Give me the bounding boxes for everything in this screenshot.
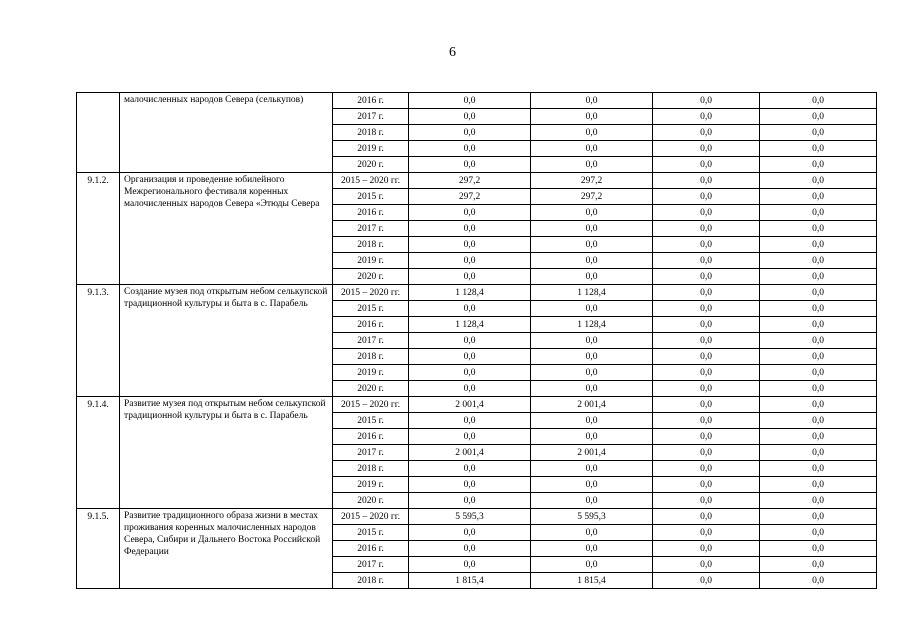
other-cell: 0,0 — [760, 301, 877, 317]
activity-name: малочисленных народов Севера (селькупов) — [120, 93, 333, 173]
other-cell: 0,0 — [760, 573, 877, 589]
period-cell: 2019 г. — [333, 141, 409, 157]
period-cell: 2015 – 2020 гг. — [333, 285, 409, 301]
budget-cell: 0,0 — [531, 429, 653, 445]
activity-number: 9.1.3. — [77, 285, 120, 397]
source-cell: 0,0 — [653, 349, 760, 365]
total-cell: 2 001,4 — [409, 445, 531, 461]
budget-cell: 0,0 — [531, 109, 653, 125]
source-cell: 0,0 — [653, 221, 760, 237]
period-cell: 2015 – 2020 гг. — [333, 509, 409, 525]
period-cell: 2020 г. — [333, 381, 409, 397]
total-cell: 0,0 — [409, 93, 531, 109]
total-cell: 0,0 — [409, 301, 531, 317]
source-cell: 0,0 — [653, 461, 760, 477]
total-cell: 0,0 — [409, 429, 531, 445]
source-cell: 0,0 — [653, 189, 760, 205]
table-row — [77, 509, 877, 525]
total-cell: 0,0 — [409, 349, 531, 365]
other-cell: 0,0 — [760, 269, 877, 285]
budget-cell: 297,2 — [531, 189, 653, 205]
period-cell: 2017 г. — [333, 109, 409, 125]
source-cell: 0,0 — [653, 493, 760, 509]
other-cell: 0,0 — [760, 365, 877, 381]
table-body — [77, 93, 877, 589]
period-cell: 2017 г. — [333, 333, 409, 349]
total-cell: 0,0 — [409, 541, 531, 557]
total-cell: 0,0 — [409, 381, 531, 397]
source-cell: 0,0 — [653, 269, 760, 285]
source-cell: 0,0 — [653, 253, 760, 269]
source-cell: 0,0 — [653, 477, 760, 493]
period-cell: 2016 г. — [333, 93, 409, 109]
source-cell: 0,0 — [653, 285, 760, 301]
source-cell: 0,0 — [653, 429, 760, 445]
period-cell: 2020 г. — [333, 493, 409, 509]
total-cell: 0,0 — [409, 221, 531, 237]
total-cell: 0,0 — [409, 493, 531, 509]
source-cell: 0,0 — [653, 525, 760, 541]
period-cell: 2019 г. — [333, 253, 409, 269]
source-cell: 0,0 — [653, 93, 760, 109]
budget-cell: 0,0 — [531, 381, 653, 397]
other-cell: 0,0 — [760, 253, 877, 269]
other-cell: 0,0 — [760, 317, 877, 333]
other-cell: 0,0 — [760, 237, 877, 253]
total-cell: 0,0 — [409, 557, 531, 573]
activity-number: 9.1.2. — [77, 173, 120, 285]
other-cell: 0,0 — [760, 493, 877, 509]
table-row — [77, 93, 877, 109]
total-cell: 0,0 — [409, 525, 531, 541]
source-cell: 0,0 — [653, 109, 760, 125]
budget-cell: 1 128,4 — [531, 317, 653, 333]
other-cell: 0,0 — [760, 381, 877, 397]
period-cell: 2015 г. — [333, 301, 409, 317]
period-cell: 2020 г. — [333, 157, 409, 173]
source-cell: 0,0 — [653, 173, 760, 189]
budget-cell: 0,0 — [531, 557, 653, 573]
other-cell: 0,0 — [760, 397, 877, 413]
total-cell: 1 128,4 — [409, 285, 531, 301]
source-cell: 0,0 — [653, 557, 760, 573]
total-cell: 0,0 — [409, 365, 531, 381]
budget-cell: 0,0 — [531, 125, 653, 141]
period-cell: 2018 г. — [333, 461, 409, 477]
period-cell: 2016 г. — [333, 541, 409, 557]
activity-number: 9.1.5. — [77, 509, 120, 589]
budget-cell: 0,0 — [531, 333, 653, 349]
total-cell: 0,0 — [409, 333, 531, 349]
total-cell: 0,0 — [409, 269, 531, 285]
budget-cell: 0,0 — [531, 477, 653, 493]
budget-cell: 2 001,4 — [531, 397, 653, 413]
period-cell: 2019 г. — [333, 477, 409, 493]
source-cell: 0,0 — [653, 125, 760, 141]
total-cell: 297,2 — [409, 189, 531, 205]
source-cell: 0,0 — [653, 365, 760, 381]
source-cell: 0,0 — [653, 333, 760, 349]
other-cell: 0,0 — [760, 429, 877, 445]
activity-name: Развитие традиционного образа жизни в местах проживания коренных малочисленных народов Севера, Сибири и Дальнего Востока Российской Федерации — [120, 509, 333, 589]
activity-name: Организация и проведение юбилейного Межрегионального фестиваля коренных малочисленных народов Севера «Этюды Севера — [120, 173, 333, 285]
budget-cell: 0,0 — [531, 301, 653, 317]
budget-cell: 0,0 — [531, 269, 653, 285]
total-cell: 0,0 — [409, 237, 531, 253]
period-cell: 2015 – 2020 гг. — [333, 173, 409, 189]
total-cell: 0,0 — [409, 477, 531, 493]
period-cell: 2018 г. — [333, 573, 409, 589]
total-cell: 0,0 — [409, 413, 531, 429]
period-cell: 2016 г. — [333, 205, 409, 221]
period-cell: 2015 г. — [333, 189, 409, 205]
other-cell: 0,0 — [760, 333, 877, 349]
other-cell: 0,0 — [760, 413, 877, 429]
other-cell: 0,0 — [760, 205, 877, 221]
other-cell: 0,0 — [760, 461, 877, 477]
total-cell: 0,0 — [409, 157, 531, 173]
total-cell: 297,2 — [409, 173, 531, 189]
source-cell: 0,0 — [653, 397, 760, 413]
other-cell: 0,0 — [760, 157, 877, 173]
source-cell: 0,0 — [653, 413, 760, 429]
budget-cell: 5 595,3 — [531, 509, 653, 525]
budget-cell: 0,0 — [531, 157, 653, 173]
other-cell: 0,0 — [760, 173, 877, 189]
source-cell: 0,0 — [653, 237, 760, 253]
activity-number — [77, 93, 120, 173]
total-cell: 0,0 — [409, 109, 531, 125]
other-cell: 0,0 — [760, 541, 877, 557]
source-cell: 0,0 — [653, 141, 760, 157]
source-cell: 0,0 — [653, 301, 760, 317]
other-cell: 0,0 — [760, 221, 877, 237]
other-cell: 0,0 — [760, 189, 877, 205]
other-cell: 0,0 — [760, 109, 877, 125]
other-cell: 0,0 — [760, 509, 877, 525]
total-cell: 0,0 — [409, 125, 531, 141]
total-cell: 5 595,3 — [409, 509, 531, 525]
budget-cell: 0,0 — [531, 525, 653, 541]
period-cell: 2016 г. — [333, 429, 409, 445]
source-cell: 0,0 — [653, 381, 760, 397]
total-cell: 1 815,4 — [409, 573, 531, 589]
budget-cell: 0,0 — [531, 493, 653, 509]
budget-cell: 0,0 — [531, 93, 653, 109]
source-cell: 0,0 — [653, 509, 760, 525]
other-cell: 0,0 — [760, 525, 877, 541]
budget-cell: 0,0 — [531, 141, 653, 157]
table-row — [77, 173, 877, 189]
activity-name: Развитие музея под открытым небом селькупской традиционной культуры и быта в с. Парабель — [120, 397, 333, 509]
budget-cell: 0,0 — [531, 541, 653, 557]
budget-cell: 1 128,4 — [531, 285, 653, 301]
table-row — [77, 397, 877, 413]
other-cell: 0,0 — [760, 93, 877, 109]
budget-cell: 0,0 — [531, 221, 653, 237]
budget-cell: 0,0 — [531, 413, 653, 429]
period-cell: 2017 г. — [333, 557, 409, 573]
other-cell: 0,0 — [760, 349, 877, 365]
total-cell: 0,0 — [409, 253, 531, 269]
source-cell: 0,0 — [653, 205, 760, 221]
budget-cell: 0,0 — [531, 461, 653, 477]
other-cell: 0,0 — [760, 125, 877, 141]
budget-cell: 2 001,4 — [531, 445, 653, 461]
source-cell: 0,0 — [653, 157, 760, 173]
period-cell: 2017 г. — [333, 221, 409, 237]
activity-number: 9.1.4. — [77, 397, 120, 509]
source-cell: 0,0 — [653, 541, 760, 557]
period-cell: 2018 г. — [333, 125, 409, 141]
other-cell: 0,0 — [760, 445, 877, 461]
budget-cell: 297,2 — [531, 173, 653, 189]
period-cell: 2015 г. — [333, 413, 409, 429]
budget-cell: 0,0 — [531, 237, 653, 253]
budget-table — [76, 92, 877, 589]
period-cell: 2015 г. — [333, 525, 409, 541]
source-cell: 0,0 — [653, 445, 760, 461]
period-cell: 2015 – 2020 гг. — [333, 397, 409, 413]
budget-cell: 0,0 — [531, 349, 653, 365]
source-cell: 0,0 — [653, 573, 760, 589]
table-row — [77, 285, 877, 301]
period-cell: 2020 г. — [333, 269, 409, 285]
other-cell: 0,0 — [760, 141, 877, 157]
total-cell: 0,0 — [409, 461, 531, 477]
period-cell: 2019 г. — [333, 365, 409, 381]
period-cell: 2016 г. — [333, 317, 409, 333]
period-cell: 2018 г. — [333, 349, 409, 365]
budget-cell: 0,0 — [531, 253, 653, 269]
period-cell: 2018 г. — [333, 237, 409, 253]
total-cell: 0,0 — [409, 141, 531, 157]
activity-name: Создание музея под открытым небом селькупской традиционной культуры и быта в с. Парабель — [120, 285, 333, 397]
total-cell: 0,0 — [409, 205, 531, 221]
budget-cell: 0,0 — [531, 365, 653, 381]
budget-cell: 1 815,4 — [531, 573, 653, 589]
other-cell: 0,0 — [760, 557, 877, 573]
total-cell: 2 001,4 — [409, 397, 531, 413]
budget-cell: 0,0 — [531, 205, 653, 221]
page-number: 6 — [449, 45, 456, 60]
total-cell: 1 128,4 — [409, 317, 531, 333]
other-cell: 0,0 — [760, 477, 877, 493]
period-cell: 2017 г. — [333, 445, 409, 461]
source-cell: 0,0 — [653, 317, 760, 333]
other-cell: 0,0 — [760, 285, 877, 301]
